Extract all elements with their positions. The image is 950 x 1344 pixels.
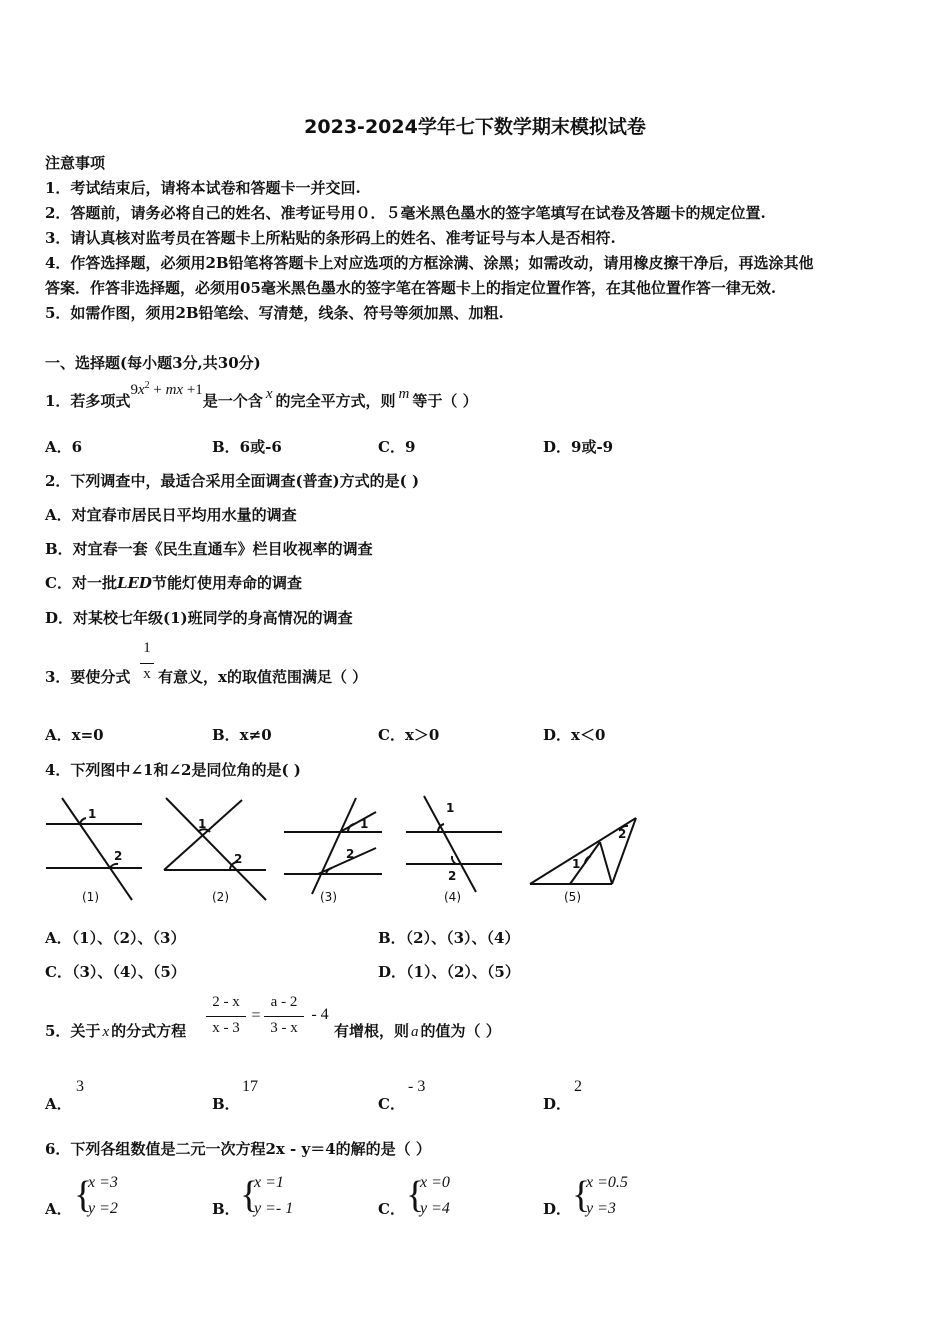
notice-heading: 注意事项 <box>45 154 106 172</box>
notice-item: 5．如需作图，须用2B铅笔绘、写清楚，线条、符号等须加黑、加粗. <box>45 304 504 322</box>
q3-frac-den: x <box>143 666 151 682</box>
q6-option-a-label[interactable]: A． <box>45 1200 72 1218</box>
notice-item: 1．考试结束后，请将本试卷和答题卡一并交回. <box>45 179 361 197</box>
q6-option-d-brace: { <box>572 1174 591 1216</box>
section-heading: 一、选择题(每小题3分,共30分) <box>45 354 261 372</box>
q6-option-b-label[interactable]: B． <box>212 1200 240 1218</box>
q5-option-a-label[interactable]: A． <box>45 1095 72 1113</box>
q5-option-b-value: 17 <box>242 1078 258 1095</box>
page-title: 2023-2024学年七下数学期末模拟试卷 <box>304 116 646 138</box>
fig2-angle-2: 2 <box>234 852 243 866</box>
notice-item: 答案．作答非选择题，必须用05毫米黑色墨水的签字笔在答题卡上的指定位置作答，在其他位置作答一律无效. <box>45 279 777 297</box>
q5-f2-num: a - 2 <box>270 994 298 1010</box>
q3-frac-num: 1 <box>143 640 151 656</box>
q5-f1-num: 2 - x <box>212 994 240 1010</box>
q3-prefix: 3．要使分式 <box>45 668 131 686</box>
q5-option-c-value: - 3 <box>408 1078 426 1095</box>
q2-stem: 2．下列调查中，最适合采用全面调查(普查)方式的是( ) <box>45 472 420 490</box>
q6-option-d-system: x =0.5 y =3 <box>586 1174 628 1217</box>
q6-option-b-system: x =1 y =- 1 <box>254 1174 294 1217</box>
fig1-angle-2: 2 <box>114 849 123 863</box>
q6-option-b-brace: { <box>240 1174 259 1216</box>
q1-stem: 1．若多项式$9x^2$ + mx +1是一个含 x 的完全平方式，则 m 等于（ ） <box>45 380 478 410</box>
q6-option-c-label[interactable]: C． <box>378 1200 405 1218</box>
notice-item: 3．请认真核对监考员在答题卡上所粘贴的条形码上的姓名、准考证号与本人是否相符. <box>45 229 616 247</box>
q3-option-a[interactable]: A．x=0 <box>45 726 104 744</box>
q1-option-a[interactable]: A．6 <box>45 438 83 456</box>
q3-frac-bar <box>140 663 154 664</box>
q6-option-d-label[interactable]: D． <box>543 1200 572 1218</box>
q5-option-c-label[interactable]: C． <box>378 1095 405 1113</box>
q4-option-d[interactable]: D．（1）、（2）、（5） <box>378 963 520 981</box>
q5-option-d-value: 2 <box>574 1078 582 1095</box>
q6-option-a-system: x =3 y =2 <box>88 1174 118 1217</box>
q3-option-c[interactable]: C．x＞0 <box>378 726 440 744</box>
q3-option-d[interactable]: D．x＜0 <box>543 726 606 744</box>
fig1-angle-1: 1 <box>88 807 97 821</box>
q5-f1-bar <box>206 1016 246 1017</box>
q4-option-b[interactable]: B．（2）、（3）、（4） <box>378 929 520 947</box>
q1-option-c[interactable]: C．9 <box>378 438 416 456</box>
fig-label-3: (3) <box>320 890 337 904</box>
fig5-angle-1: 1 <box>572 857 581 871</box>
q4-option-c[interactable]: C．（3）、（4）、（5） <box>45 963 186 981</box>
q5-tail: - 4 <box>311 1006 329 1023</box>
fig5-angle-2: 2 <box>618 827 627 841</box>
fig-label-1: (1) <box>82 890 99 904</box>
q2-option-a[interactable]: A．对宜春市居民日平均用水量的调查 <box>45 506 297 524</box>
q1-option-d[interactable]: D．9或-9 <box>543 438 614 456</box>
q4-stem: 4．下列图中∠1和∠2是同位角的是( ) <box>45 761 301 779</box>
fig4-angle-2: 2 <box>448 869 457 883</box>
q5-suffix: 有增根，则 a 的值为（ ） <box>334 1022 501 1040</box>
q2-option-d[interactable]: D．对某校七年级(1)班同学的身高情况的调查 <box>45 609 353 627</box>
q5-prefix: 5．关于 x 的分式方程 <box>45 1022 187 1040</box>
notice-item: 4．作答选择题，必须用2B铅笔将答题卡上对应选项的方框涂满、涂黑；如需改动，请用橡皮擦干净后，再选涂其他 <box>45 254 814 272</box>
q2-option-c[interactable]: C．对一批LED节能灯使用寿命的调查 <box>45 574 302 592</box>
q5-option-a-value: 3 <box>76 1078 84 1095</box>
q5-f2-bar <box>264 1016 304 1017</box>
notice-item: 2．答题前，请务必将自己的姓名、准考证号用０．５毫米黑色墨水的签字笔填写在试卷及答题卡的规定位置. <box>45 204 766 222</box>
fig-label-4: (4) <box>444 890 461 904</box>
q6-option-c-brace: { <box>406 1174 425 1216</box>
q5-option-d-label[interactable]: D． <box>543 1095 572 1113</box>
fig3-angle-1: 1 <box>360 817 369 831</box>
fig-label-5: (5) <box>564 890 581 904</box>
q4-option-a[interactable]: A．（1）、（2）、（3） <box>45 929 186 947</box>
fig3-angle-2: 2 <box>346 847 355 861</box>
q6-stem: 6．下列各组数值是二元一次方程2x - y＝4的解的是（ ） <box>45 1140 431 1158</box>
fig4-angle-1: 1 <box>446 801 455 815</box>
q6-option-a-brace: { <box>74 1174 93 1216</box>
q5-equals: = <box>251 1007 261 1024</box>
q3-option-b[interactable]: B．x≠0 <box>212 726 272 744</box>
q3-suffix: 有意义，x的取值范围满足（ ） <box>158 668 368 686</box>
q5-option-b-label[interactable]: B． <box>212 1095 240 1113</box>
q5-f2-den: 3 - x <box>270 1020 298 1036</box>
q6-option-c-system: x =0 y =4 <box>420 1174 450 1217</box>
fig2-angle-1: 1 <box>198 817 207 831</box>
fig-label-2: (2) <box>212 890 229 904</box>
q2-option-b[interactable]: B．对宜春一套《民生直通车》栏目收视率的调查 <box>45 540 373 558</box>
q1-option-b[interactable]: B．6或-6 <box>212 438 282 456</box>
q5-f1-den: x - 3 <box>212 1020 240 1036</box>
q4-figures <box>40 788 650 910</box>
